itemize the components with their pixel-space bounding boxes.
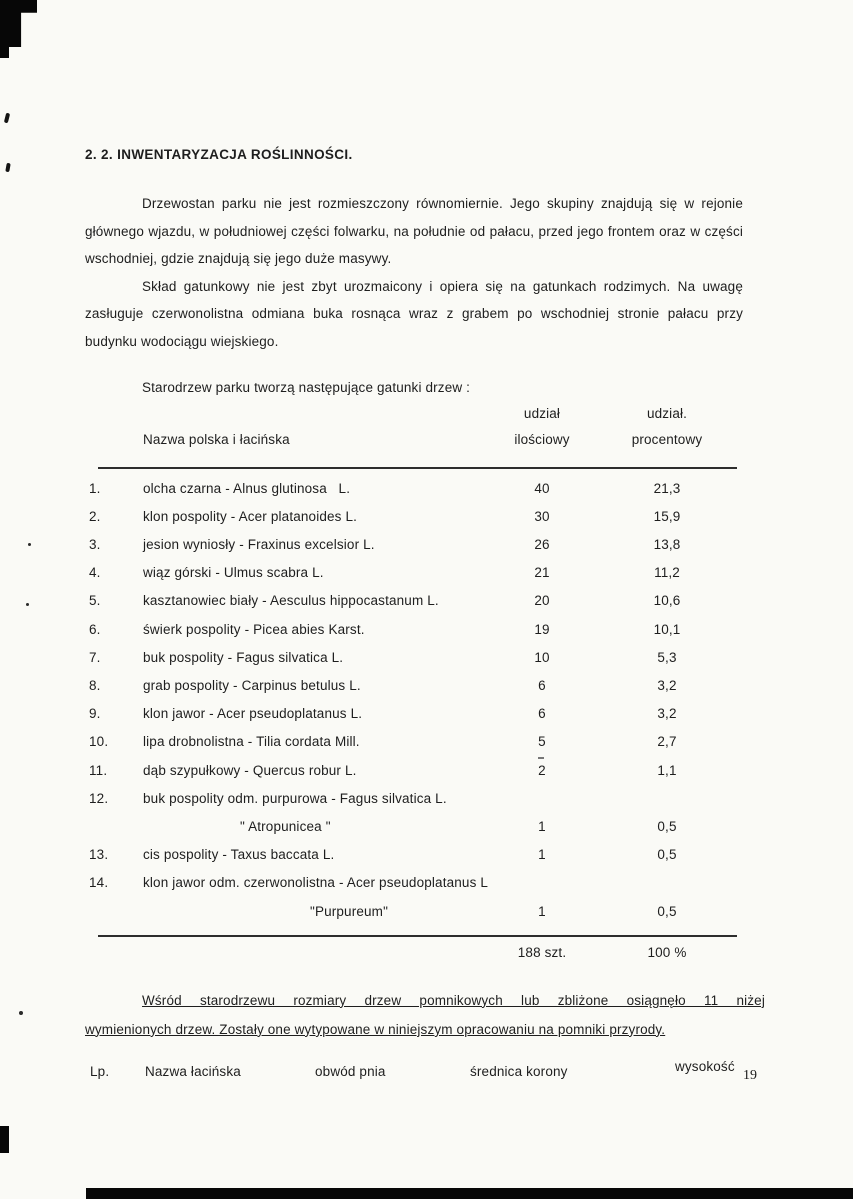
species-percent: 0,5 [657,819,677,834]
species-count: 5 [538,734,546,750]
col-header-percent [581,401,753,453]
species-count: 40 [534,480,550,496]
row-number-empty [89,813,143,841]
row-number: 8. [89,677,101,693]
species-percent: 13,8 [653,536,681,552]
table-row [89,531,765,559]
paragraph-1: Drzewostan parku nie jest rozmieszczony równomiernie. Jego skupiny znajdują się w rejonie głównego wjazdu, w południowej części folwarku, na południe od pałacu, przed jego frontem oraz w części wschodniej, gdzie znajdują się jego duże masywy. [85,196,743,267]
species-count: 1 [538,819,546,834]
species-percent: 0,5 [657,903,677,919]
row-number: 1. [89,480,101,496]
species-count-empty [503,785,581,813]
species-count: 30 [534,508,550,524]
species-name: świerk pospolity - Picea abies Karst. [143,621,365,637]
species-percent: 3,2 [657,677,677,693]
species-count: 1 [538,903,546,919]
species-percent: 15,9 [653,508,681,524]
table-top-rule [98,467,737,469]
col-header-percent-line1: udział. [646,405,688,421]
species-count: 10 [534,649,550,665]
table-row [89,616,765,644]
total-percent: 100 % [647,944,687,960]
table-row [89,587,765,615]
table-row [89,757,765,785]
species-count: 2 [538,762,546,778]
species-name: klon jawor - Acer pseudoplatanus L. [143,706,363,722]
table-row [89,475,765,503]
total-count: 188 szt. [517,944,567,960]
table-row [89,559,765,587]
species-percent: 10,6 [653,593,681,609]
col-header-latin-name: Nazwa łacińska [145,1063,241,1079]
species-table-header [89,401,765,453]
monument-trees-note [85,986,765,1044]
species-name: lipa drobnolistna - Tilia cordata Mill. [143,734,360,750]
col-header-trunk-girth: obwód pnia [315,1063,386,1079]
species-percent: 0,5 [657,847,677,863]
table-row [89,700,765,728]
species-cultivar-name: " Atropunicea " [240,819,331,834]
col-header-height: wysokość [675,1058,735,1074]
row-number: 3. [89,536,101,552]
table-row-continuation [89,898,765,926]
species-percent: 11,2 [654,565,680,581]
species-name: klon jawor odm. czerwonolistna - Acer pseudoplatanus L [143,875,489,891]
row-number: 4. [89,565,101,581]
totals-empty [89,940,143,966]
measurements-table-header [90,1058,765,1085]
species-name: buk pospolity - Fagus silvatica L. [143,649,344,665]
row-number: 13. [89,847,109,863]
species-cultivar-name: "Purpureum" [310,903,389,919]
species-percent: 1,1 [657,762,677,778]
table-row [89,672,765,700]
species-name: olcha czarna - Alnus glutinosa L. [143,480,351,496]
row-number-empty [89,898,143,926]
table-row [89,785,765,813]
species-name: jesion wyniosły - Fraxinus excelsior L. [143,536,375,552]
row-number: 14. [89,875,109,891]
species-count: 6 [538,677,546,693]
col-header-name: Nazwa polska i łacińska [143,431,290,447]
species-name: dąb szypułkowy - Quercus robur L. [143,762,357,778]
species-name: grab pospolity - Carpinus betulus L. [143,677,361,693]
species-percent-empty [581,785,753,813]
row-number: 5. [89,593,101,609]
row-number: 6. [89,621,101,637]
species-name: klon pospolity - Acer platanoides L. [143,508,358,524]
col-header-crown-diameter: średnica korony [470,1063,568,1079]
col-header-quantity-line1: udział [523,405,561,421]
species-count: 26 [534,536,550,552]
table-row [89,841,765,869]
species-percent: 21,3 [653,480,681,496]
col-header-quantity-line2: ilościowy [514,431,570,447]
species-count-empty [503,869,581,897]
row-number: 9. [89,706,101,722]
species-name: cis pospolity - Taxus baccata L. [143,847,335,863]
table-row [89,503,765,531]
species-percent: 5,3 [657,649,677,665]
species-count: 20 [534,593,550,609]
species-count: 19 [534,621,550,637]
species-percent-empty [581,869,753,897]
col-header-lp: Lp. [90,1063,110,1079]
table-row [89,644,765,672]
species-count: 6 [538,706,546,722]
row-number: 2. [89,508,101,524]
table-row-continuation [89,813,765,841]
col-header-quantity [503,401,581,453]
species-name: kasztanowiec biały - Aesculus hippocastanum L. [143,593,439,609]
table-totals-row [89,940,765,966]
row-number: 7. [89,649,101,665]
species-percent: 3,2 [657,706,677,722]
species-count: 1 [538,847,546,863]
table-intro: Starodrzew parku tworzą następujące gatunki drzew : [142,379,471,395]
species-count: 21 [534,565,550,581]
monument-trees-note-line2: wymienionych drzew. Zostały one wytypowane w niniejszym opracowaniu na pomniki przyrody. [85,1021,666,1037]
row-number: 11. [89,762,108,778]
paragraph-2: Skład gatunkowy nie jest zbyt urozmaicony i opiera się na gatunkach rodzimych. Na uwagę zasługuje czerwonolistna odmiana buka rosnąca wraz z grabem po wschodniej stronie pałacu przy budynku wodociągu wiejskiego. [85,278,743,349]
page-number: 19 [743,1068,757,1083]
row-number: 10. [89,734,109,750]
totals-empty [143,940,503,966]
table-row [89,728,765,756]
species-name: wiąz górski - Ulmus scabra L. [143,565,324,581]
table-row [89,869,765,897]
species-name: buk pospolity odm. purpurowa - Fagus silvatica L. [143,790,447,806]
row-number: 12. [89,790,109,806]
species-table [85,401,765,966]
species-percent: 10,1 [653,621,681,637]
col-header-percent-line2: procentowy [631,431,703,447]
monument-trees-note-line1: Wśród starodrzewu rozmiary drzew pomnikowych lub zbliżone osiągnęło 11 niżej [142,992,765,1008]
section-heading: 2. 2. INWENTARYZACJA ROŚLINNOŚCI. [85,147,353,162]
species-percent: 2,7 [657,734,677,750]
table-bottom-rule [98,935,737,937]
